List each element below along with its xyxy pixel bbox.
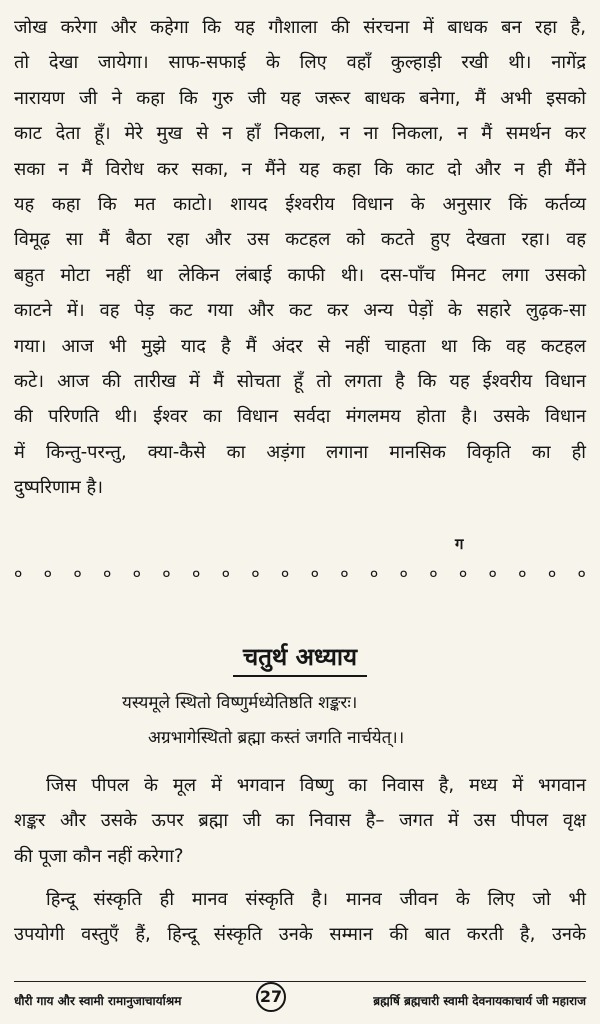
separator-dot: ० bbox=[310, 564, 319, 583]
text-line: जिस पीपल के मूल में भगवान विष्णु का निवास है, मध्य में भगवान bbox=[46, 775, 586, 796]
text-line: गया। आज भी मुझे याद है मैं अंदर से नहीं चाहता था कि वह कटहल bbox=[14, 335, 586, 357]
paragraph-peepal bbox=[14, 768, 586, 874]
separator-dot: ० bbox=[577, 564, 586, 583]
separator-dot: ० bbox=[399, 564, 408, 583]
separator-dot: ० bbox=[43, 564, 52, 583]
text-line: दुष्परिणाम है। bbox=[14, 477, 104, 499]
text-line: में किन्तु-परन्तु, क्या-कैसे का अड़ंगा लगाना मानसिक विकृति का ही bbox=[14, 441, 586, 463]
text-line: नारायण जी ने कहा कि गुरु जी यह जरूर बाधक बनेगा, मैं अभी इसको bbox=[14, 87, 586, 109]
section-separator bbox=[14, 566, 586, 582]
separator-dot: ० bbox=[162, 564, 171, 583]
separator-dot: ० bbox=[191, 564, 201, 583]
text-line: काटने में। वह पेड़ कट गया और कट कर अन्य पेड़ों के सहारे लुढ़क-सा bbox=[14, 300, 586, 322]
page-number: 27 bbox=[256, 982, 286, 1012]
separator-dot: ० bbox=[458, 564, 468, 583]
text-line: सका न मैं विरोध कर सका, न मैंने यह कहा कि काट दो और न ही मैंने bbox=[14, 158, 586, 180]
text-line: की परिणति थी। ईश्वर का विधान सर्वदा मंगलमय होता है। उसके विधान bbox=[14, 406, 586, 428]
separator-dot: ० bbox=[14, 564, 23, 583]
sanskrit-verse-line-2: अग्रभागेस्थितो ब्रह्मा कस्तं जगति नार्चयेत्।। bbox=[148, 728, 405, 748]
text-line: यह कहा कि मत काटो। शायद ईश्वरीय विधान के अनुसार किं कर्तव्य bbox=[14, 193, 586, 215]
paragraph-hindu-culture bbox=[14, 882, 586, 953]
text-line: जोख करेगा और कहेगा कि यह गौशाला की संरचना में बाधक बन रहा है, bbox=[14, 17, 586, 38]
separator-dot: ० bbox=[547, 564, 557, 583]
text-line: उपयोगी वस्तुएँ हैं, हिन्दू संस्कृति उनके सम्मान की बात करती है, उनके bbox=[14, 924, 586, 946]
text-line: तो देखा जायेगा। साफ-सफाई के लिए वहाँ कुल्हाड़ी रखी थी। नागेंद्र bbox=[14, 52, 586, 74]
sanskrit-verse-line-1: यस्यमूले स्थितो विष्णुर्मध्येतिष्ठति शङ्करः। bbox=[122, 693, 358, 713]
separator-dot: ० bbox=[280, 564, 290, 583]
side-mark: ग bbox=[455, 535, 464, 553]
separator-dot: ० bbox=[429, 564, 438, 583]
text-line: हिन्दू संस्कृति ही मानव संस्कृति है। मानव जीवन के लिए जो भी bbox=[46, 889, 586, 910]
separator-dot: ० bbox=[488, 564, 497, 583]
separator-dot: ० bbox=[340, 564, 349, 583]
separator-dot: ० bbox=[73, 564, 82, 583]
separator-dot: ० bbox=[221, 564, 230, 583]
text-line: शङ्कर और उसके ऊपर ब्रह्मा जी का निवास है– जगत में उस पीपल वृक्ष bbox=[14, 810, 586, 832]
separator-dot: ० bbox=[102, 564, 112, 583]
page-footer bbox=[14, 981, 586, 1018]
text-line: काट देता हूँ। मेरे मुख से न हाँ निकला, न ना निकला, न मैं समर्थन कर bbox=[14, 123, 586, 145]
chapter-title: चतुर्थ अध्याय bbox=[233, 640, 367, 677]
footer-book-title: धौरी गाय और स्वामी रामानुजाचार्याश्रम bbox=[14, 994, 182, 1008]
separator-dot: ० bbox=[369, 564, 379, 583]
text-line: विमूढ़ सा मैं बैठा रहा और उस कटहल को कटते हुए देखता रहा। वह bbox=[14, 229, 586, 251]
body-paragraph bbox=[14, 10, 586, 505]
separator-dot: ० bbox=[251, 564, 260, 583]
footer-author: ब्रह्मर्षि ब्रह्मचारी स्वामी देवनायकाचार्य जी महाराज bbox=[373, 994, 586, 1008]
text-line: की पूजा कौन नहीं करेगा? bbox=[14, 845, 184, 867]
chapter-heading bbox=[0, 640, 600, 677]
separator-dot: ० bbox=[518, 564, 527, 583]
separator-dot: ० bbox=[132, 564, 141, 583]
text-line: कटे। आज की तारीख में मैं सोचता हूँ तो लगता है कि यह ईश्वरीय विधान bbox=[14, 370, 586, 392]
text-line: बहुत मोटा नहीं था लेकिन लंबाई काफी थी। दस-पाँच मिनट लगा उसको bbox=[14, 264, 586, 286]
